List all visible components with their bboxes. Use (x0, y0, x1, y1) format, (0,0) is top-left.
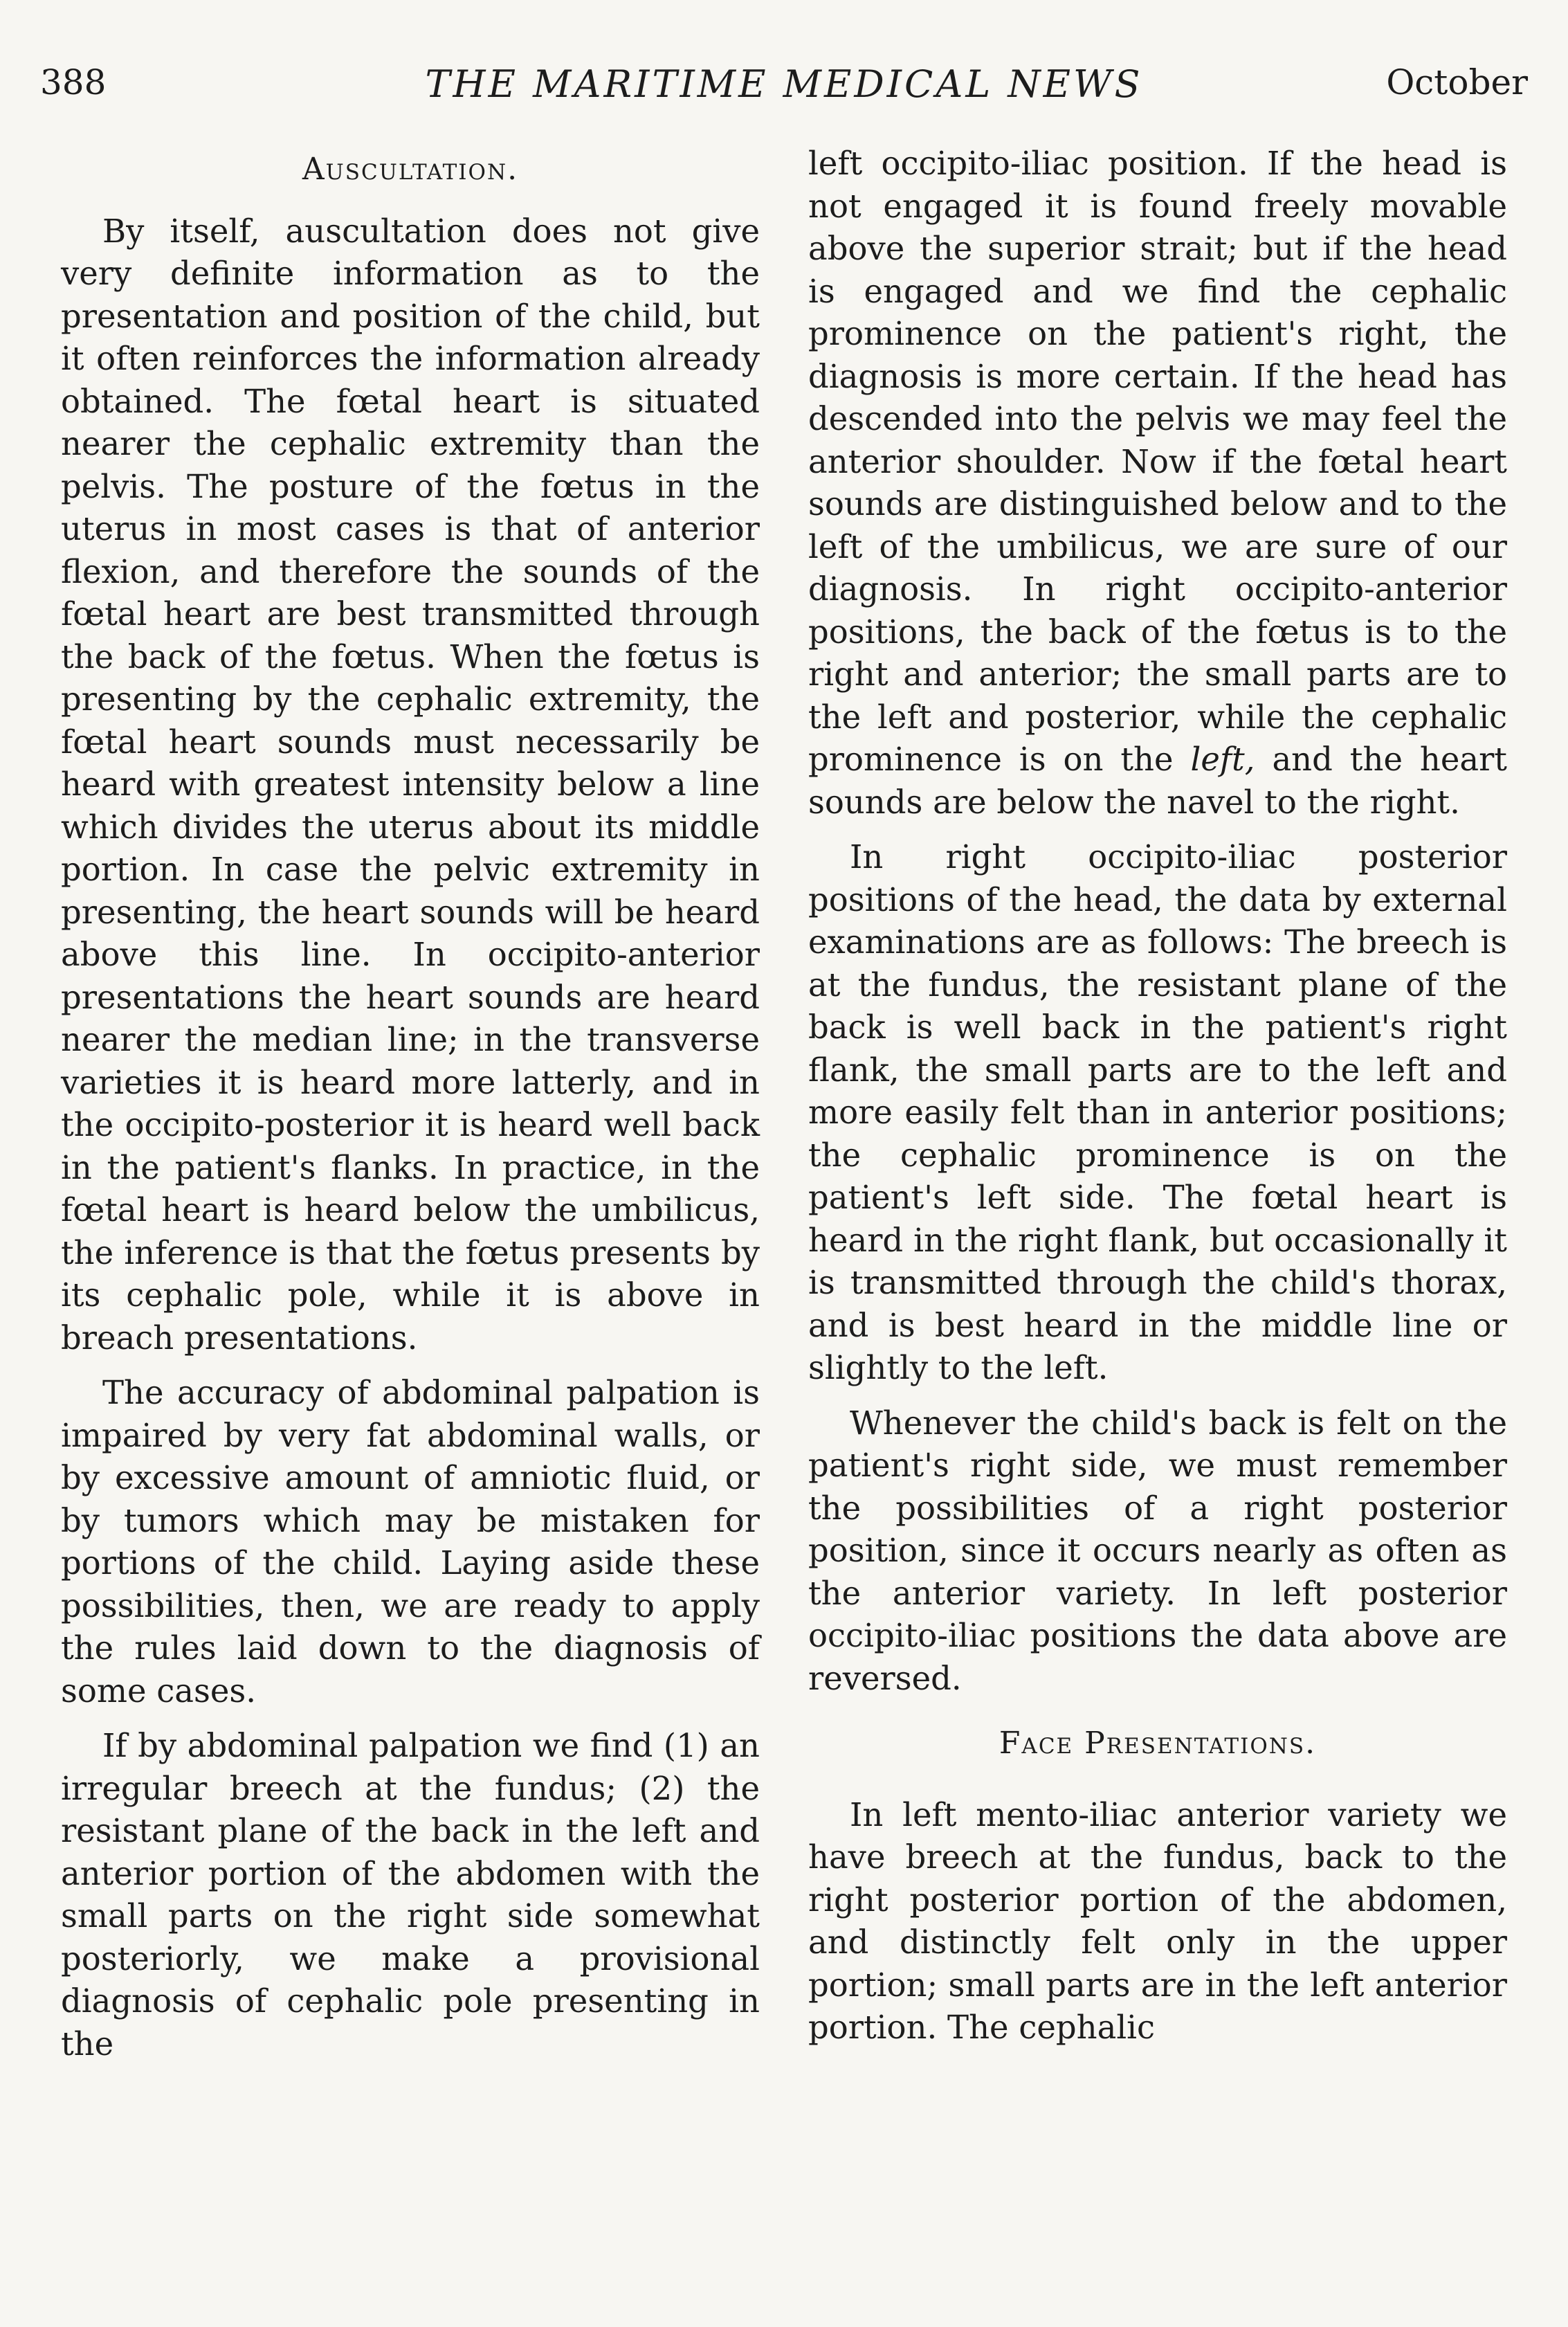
paragraph: Whenever the child's back is felt on the patient's right side, we must remember the possibilities of a right posterior position, since it occurs nearly as often as the anterior variety. In left posterior occipito-iliac positions the data above are reversed. (808, 1404, 1507, 1697)
page-header (40, 62, 1528, 125)
paragraph: The accuracy of abdominal palpation is impaired by very fat abdominal walls, or by excessive amount of amniotic fluid, or by tumors which may be mistaken for portions of the child. Laying aside these possibilities, then, we are ready to apply the rules laid down to the diagnosis of some cases. (61, 1374, 760, 1710)
page-number: 388 (40, 62, 107, 102)
emphasis: left, (1190, 741, 1255, 778)
paragraph: In left mento-iliac anterior variety we have breech at the fundus, back to the right posterior portion of the abdomen, and distinctly felt only in the upper portion; small parts are in the left anterior portion. The cephalic (808, 1795, 1507, 2046)
right-column (808, 143, 1507, 2062)
text-run: and the heart sounds are below the navel to the right. (808, 741, 1507, 821)
left-column (61, 143, 760, 2078)
section-heading-auscultation: Auscultation. (302, 152, 519, 187)
paragraph-continued (808, 143, 1507, 824)
text-run: left occipito-iliac position. If the head is not engaged it is found freely movable above the superior strait; but if the head is engaged and we find the cephalic prominence on the patient's right, the diagnosis is more certain. If the head has descended into the pelvis we may feel the anterior shoulder. Now if the fœtal heart sounds are distinguished below and to the left of the umbilicus, we are sure of our diagnosis. In right occipito-anterior positions, the back of the fœtus is to the right and anterior; the small parts are to the left and posterior, while the cephalic prominence is on the (808, 145, 1507, 778)
paragraph: By itself, auscultation does not give very definite information as to the presentation and position of the child, but it often reinforces the information already obtained. The fœtal heart is situated nearer the cephalic extremity than the pelvis. The posture of the fœtus in the uterus in most cases is that of anterior flexion, and therefore the sounds of the fœtal heart are best transmitted through the back of the fœtus. When the fœtus is presenting by the cephalic extremity, the fœtal heart sounds must necessarily be heard with greatest intensity below a line which divides the uterus about its middle portion. In case the pelvic extremity in presenting, the heart sounds will be heard above this line. In occipito-anterior presentations the heart sounds are heard nearer the median line; in the transverse varieties it is heard more latterly, and in the occipito-posterior it is heard well back in the patient's flanks. In practice, in the fœtal heart is heard below the umbilicus, the inference is that the fœtus presents by its cephalic pole, while it is above in breach presentations. (61, 212, 760, 1357)
journal-title: THE MARITIME MEDICAL NEWS (425, 62, 1143, 106)
paragraph: In right occipito-iliac posterior positions of the head, the data by external examinations are as follows: The breech is at the fundus, the resistant plane of the back is well back in the patient's right flank, the small parts are to the left and more easily felt than in anterior positions; the cephalic prominence is on the patient's left side. The fœtal heart is heard in the right flank, but occasionally it is transmitted through the child's thorax, and is best heard in the middle line or slightly to the left. (808, 838, 1507, 1386)
paragraph: If by abdominal palpation we find (1) an irregular breech at the fundus; (2) the resistant plane of the back in the left and anterior portion of the abdomen with the small parts on the right side somewhat posteriorly, we make a provisional diagnosis of cephalic pole presenting in the (61, 1727, 760, 2063)
issue-month: October (1386, 62, 1528, 102)
section-heading-face-presentations: Face Presentations. (999, 1726, 1317, 1761)
